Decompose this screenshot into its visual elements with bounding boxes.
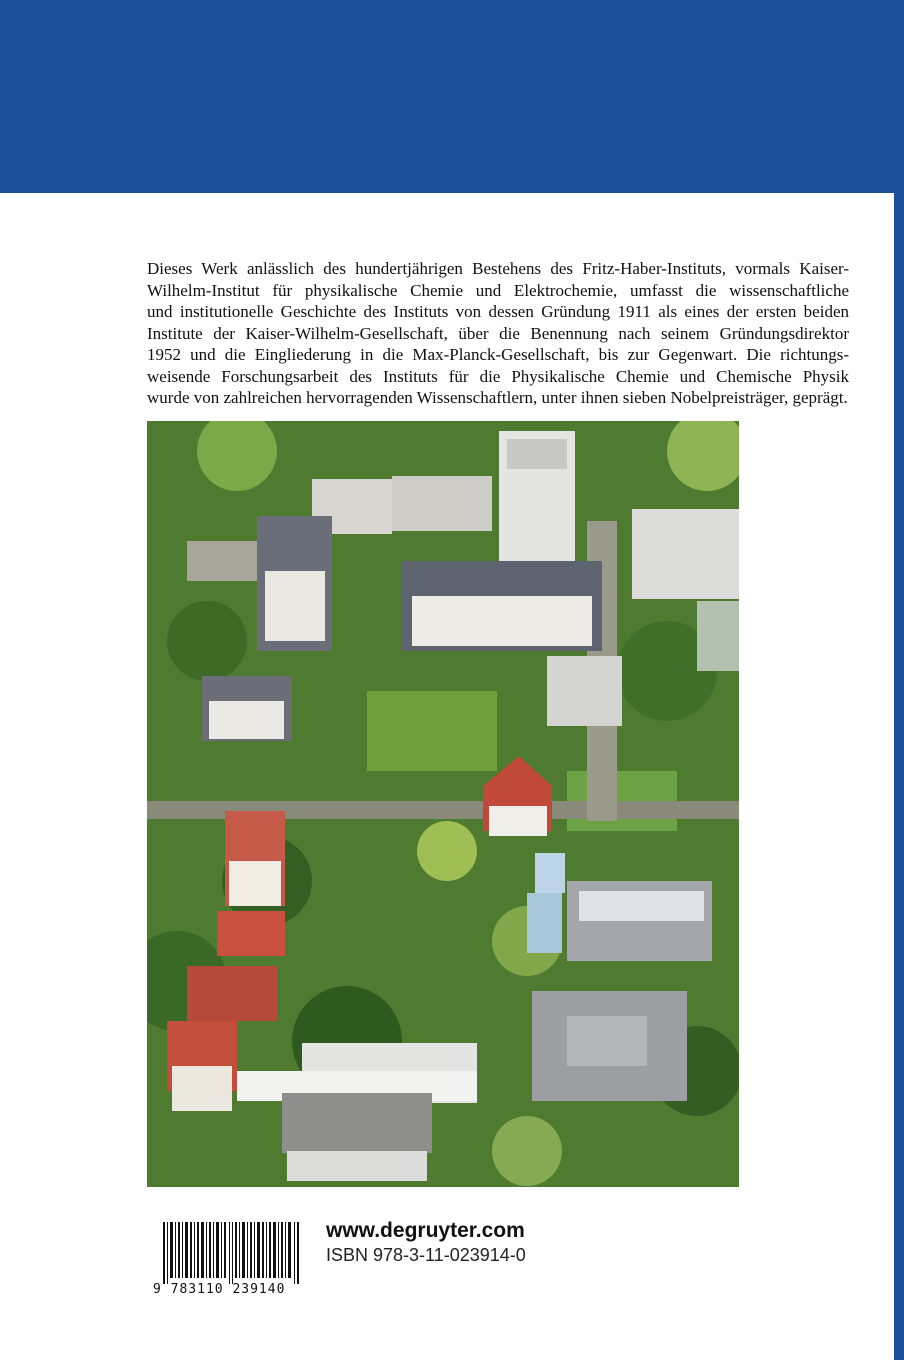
aerial-campus-photo <box>147 421 739 1187</box>
blurb-line: Wilhelm-Institut für physikalische Chemie und Elektrochemie, umfasst die wissenschaftliche <box>147 280 849 300</box>
cover-right-edge <box>894 193 904 1360</box>
barcode-digits: 9 783110 239140 <box>153 1282 286 1297</box>
blurb-line: weisende Forschungsarbeit des Instituts für die Physikalische Chemie und Chemische Physik <box>147 366 849 386</box>
blurb-line: und institutionelle Geschichte des Instituts von dessen Gründung 1911 als eines der ersten beiden <box>147 302 849 321</box>
publisher-url: www.degruyter.com <box>326 1219 525 1242</box>
blurb-line: Dieses Werk anlässlich des hundertjährigen Bestehens des Fritz-Haber-Instituts, vormals Kaiser- <box>147 259 849 278</box>
cover-top-band <box>0 0 904 193</box>
back-cover-blurb <box>147 258 849 409</box>
isbn-number: ISBN 978-3-11-023914-0 <box>326 1245 526 1265</box>
blurb-line: wurde von zahlreichen hervorragenden Wissenschaftlern, unter ihnen sieben Nobelpreisträger, geprägt. <box>147 388 848 407</box>
barcode-bars <box>163 1222 303 1284</box>
isbn-barcode <box>153 1222 303 1300</box>
blurb-line: Institute der Kaiser-Wilhelm-Gesellschaft, über die Benennung nach seinem Gründungsdirektor <box>147 323 849 343</box>
blurb-line: 1952 und die Eingliederung in die Max-Planck-Gesellschaft, bis zur Gegenwart. Die richtungs- <box>147 345 849 364</box>
